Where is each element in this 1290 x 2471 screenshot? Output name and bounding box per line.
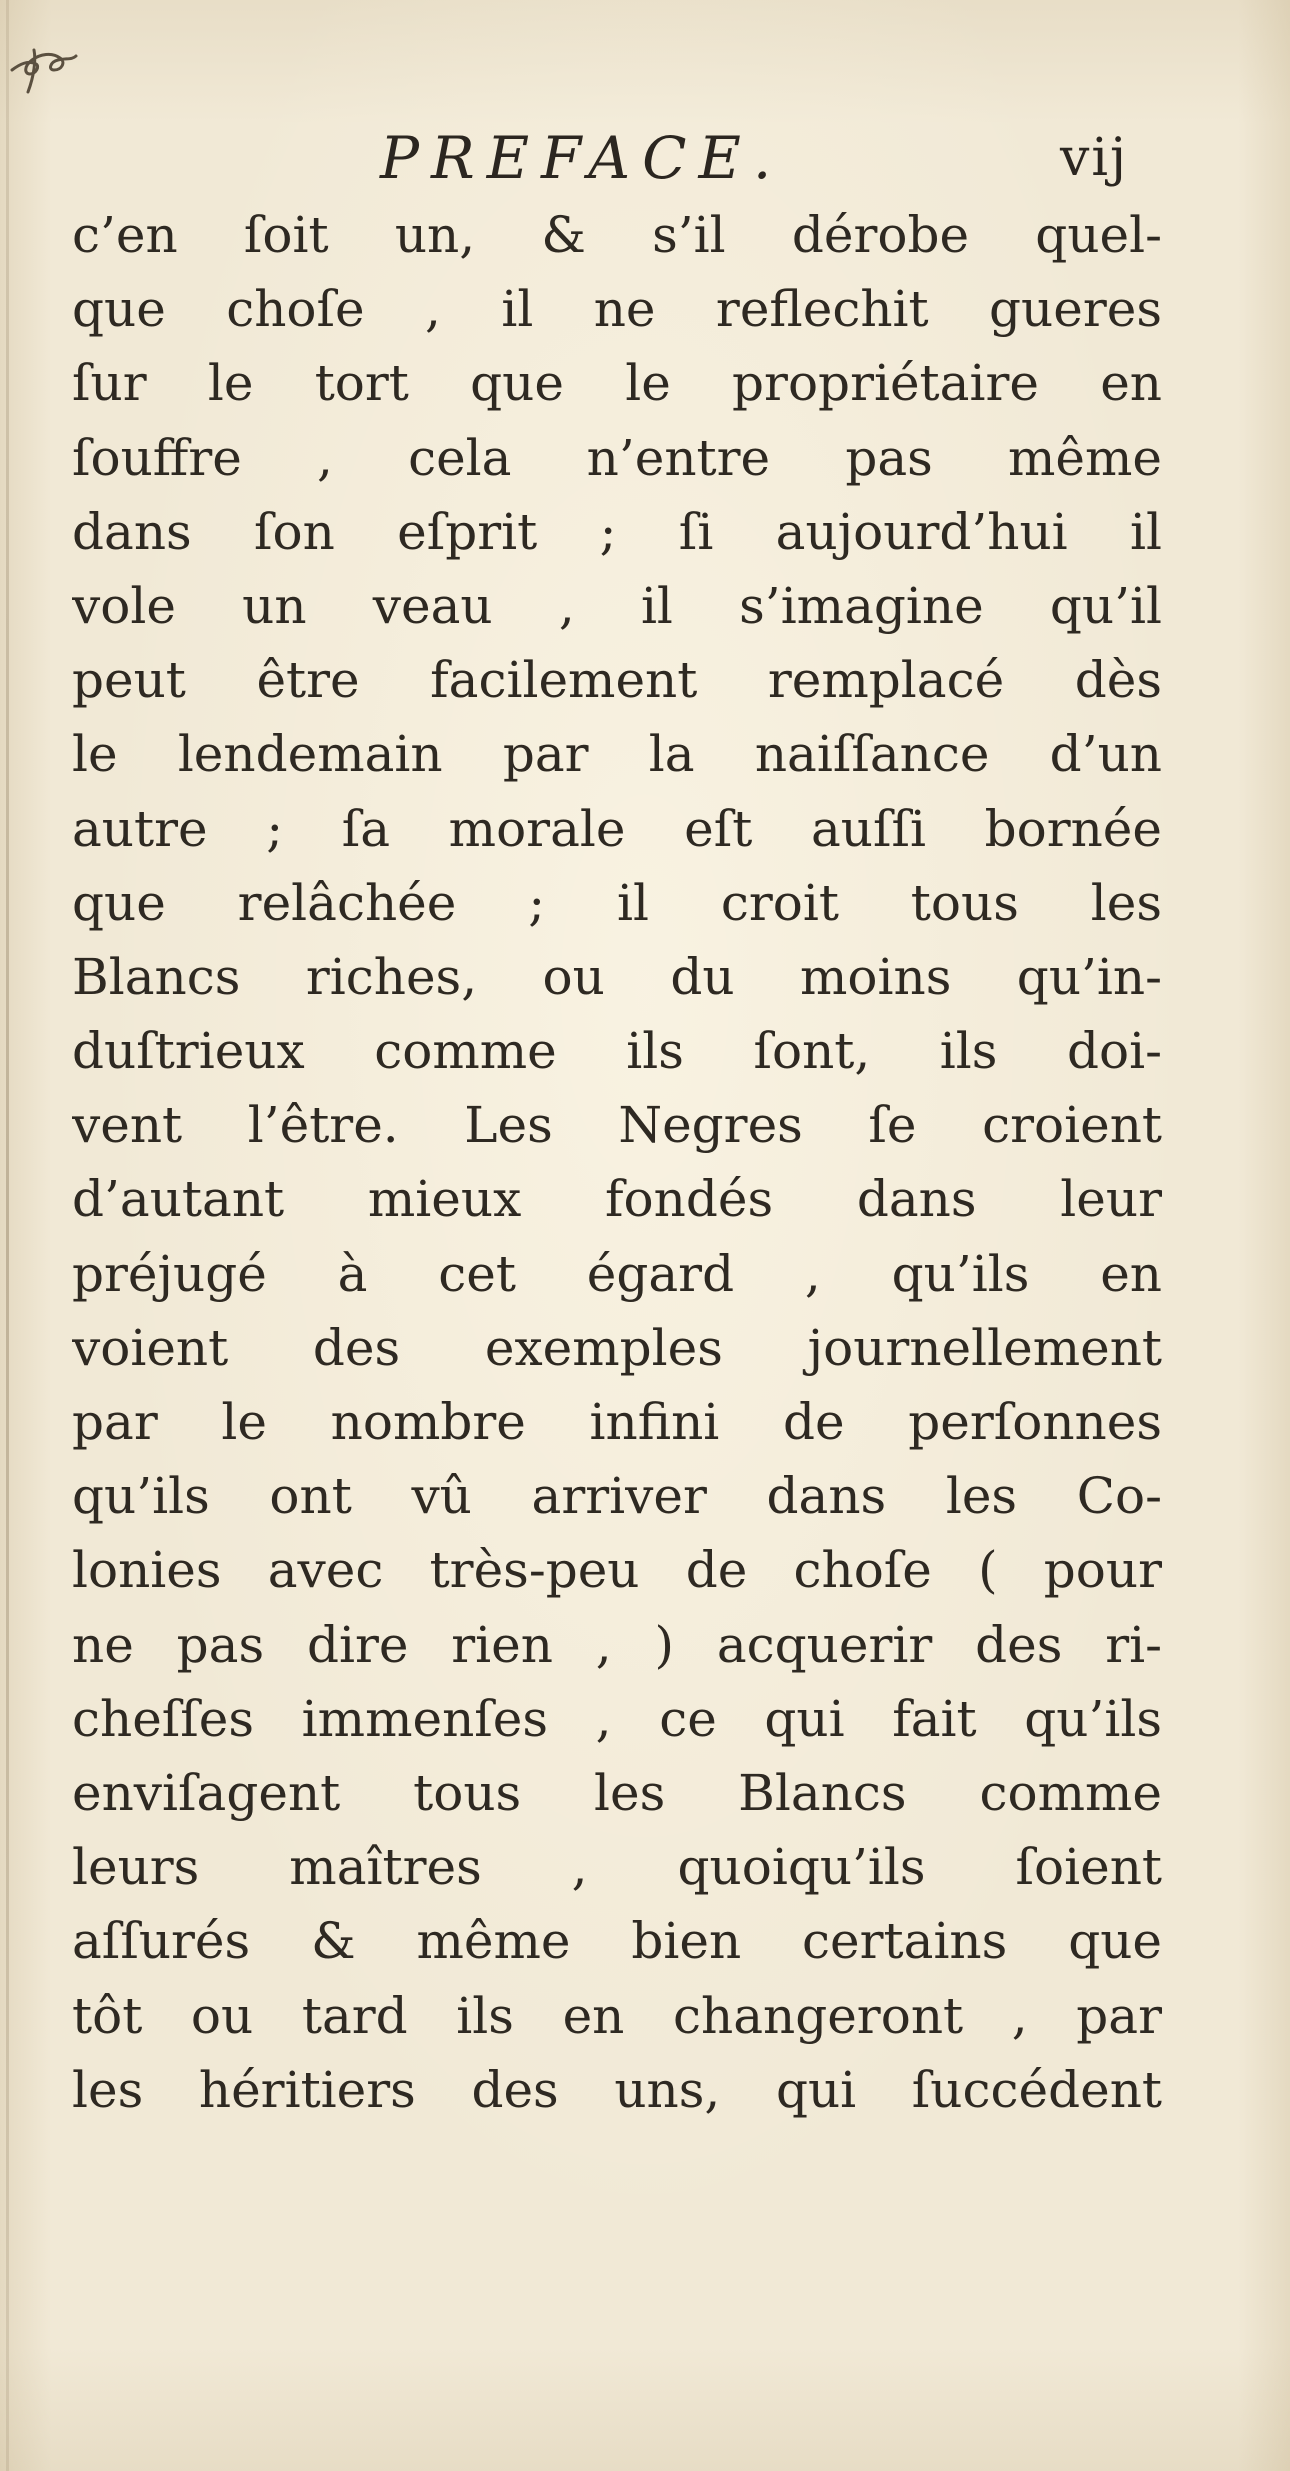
body-text <box>72 198 1162 2127</box>
text-line: par le nombre infini de perſonnes <box>72 1393 1162 1451</box>
text-line: Blancs riches, ou du moins qu’in- <box>72 947 1162 1006</box>
text-line: d’autant mieux fondés dans leur <box>72 1170 1162 1229</box>
text-line: qu’ils ont vû arriver dans les Co- <box>72 1467 1162 1526</box>
page-number: vij <box>1060 128 1129 188</box>
text-line: vole un veau , il s’imagine qu’il <box>72 576 1162 635</box>
text-line: leurs maîtres , quoiqu’ils ſoient <box>72 1838 1162 1897</box>
text-line: lonies avec très-peu de choſe ( pour <box>72 1541 1162 1600</box>
text-line: c’en ſoit un, & s’il dérobe quel- <box>72 206 1162 264</box>
text-line: les héritiers des uns, qui ſuccédent <box>72 2060 1162 2119</box>
text-line: dans ſon eſprit ; ſi aujourd’hui il <box>72 502 1162 561</box>
text-line: autre ; ſa morale eſt auſſi bornée <box>72 799 1162 858</box>
text-line: ſouffre , cela n’entre pas même <box>72 428 1162 487</box>
page-header <box>0 118 1290 198</box>
text-line: enviſagent tous les Blancs comme <box>72 1763 1162 1822</box>
text-line: le lendemain par la naiſſance d’un <box>72 725 1162 784</box>
handwritten-mark-icon <box>6 30 86 100</box>
text-line: que choſe , il ne reflechit gueres <box>72 280 1162 339</box>
text-line: duſtrieux comme ils ſont, ils doi- <box>72 1022 1162 1081</box>
text-line: aſſurés & même bien certains que <box>72 1912 1162 1971</box>
text-line: vent l’être. Les Negres ſe croient <box>72 1096 1162 1155</box>
text-line: que relâchée ; il croit tous les <box>72 873 1162 932</box>
text-line: ne pas dire rien , ) acquerir des ri- <box>72 1615 1162 1674</box>
running-title: PREFACE. <box>380 124 784 192</box>
text-line: cheſſes immenſes , ce qui fait qu’ils <box>72 1689 1162 1748</box>
text-line: préjugé à cet égard , qu’ils en <box>72 1244 1162 1303</box>
text-line: ſur le tort que le propriétaire en <box>72 354 1162 413</box>
page-edge-shadow <box>6 0 9 2471</box>
text-line: peut être facilement remplacé dès <box>72 651 1162 710</box>
text-line: voient des exemples journellement <box>72 1318 1162 1377</box>
text-line: tôt ou tard ils en changeront , par <box>72 1986 1162 2045</box>
